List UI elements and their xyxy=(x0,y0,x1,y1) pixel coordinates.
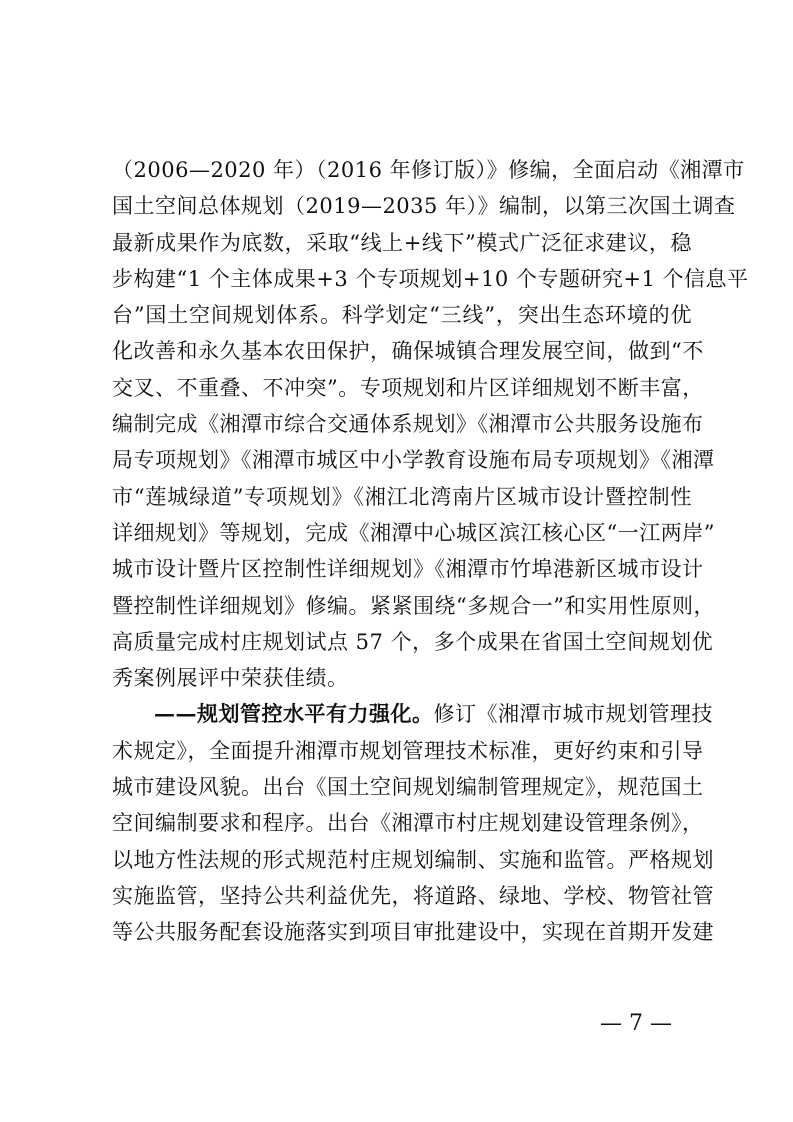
paragraph-planning-system xyxy=(112,152,749,696)
text-line: 暨控制性详细规划》修编。紧紧围绕“多规合一”和实用性原则， xyxy=(112,593,715,618)
text-line: 详细规划》等规划，完成《湘潭中心城区滨江核心区“一江两岸” xyxy=(112,520,715,545)
text-line: 局专项规划》《湘潭市城区中小学教育设施布局专项规划》《湘潭 xyxy=(112,448,715,473)
body-text xyxy=(112,152,749,951)
page-number: — 7 — xyxy=(600,1011,672,1036)
text-line: 台”国土空间规划体系。科学划定“三线”，突出生态环境的优 xyxy=(112,303,692,328)
text-line: 城市建设风貌。出台《国土空间规划编制管理规定》，规范国土 xyxy=(112,775,704,800)
text-line: 高质量完成村庄规划试点 57 个，多个成果在省国土空间规划优 xyxy=(112,629,714,654)
text-line: 最新成果作为底数，采取“线上+线下”模式广泛征求建议，稳 xyxy=(112,230,692,255)
text-line: 国土空间总体规划（2019—2035 年）》编制，以第三次国土调查 xyxy=(112,194,736,219)
text-line: 实施监管，坚持公共利益优先，将道路、绿地、学校、物管社管 xyxy=(112,883,714,908)
text-line xyxy=(112,696,713,732)
text-line: 步构建“1 个主体成果+3 个专项规划+10 个专题研究+1 个信息平 xyxy=(112,266,749,291)
text-line: 秀案例展评中荣获佳绩。 xyxy=(112,666,349,691)
text-line: 空间编制要求和程序。出台《湘潭市村庄规划建设管理条例》， xyxy=(112,811,704,836)
text-line: 以地方性法规的形式规范村庄规划编制、实施和监管。严格规划 xyxy=(112,847,714,872)
paragraph-planning-control xyxy=(112,696,714,950)
section-heading: ——规划管控水平有力强化。 xyxy=(154,701,434,727)
text-line: 化改善和永久基本农田保护，确保城镇合理发展空间，做到“不 xyxy=(112,339,704,364)
text-line: 城市设计暨片区控制性详细规划》《湘潭市竹埠港新区城市设计 xyxy=(112,557,704,582)
text-segment: 修订《湘潭市城市规划管理技 xyxy=(433,702,713,727)
text-line: 等公共服务配套设施落实到项目审批建设中，实现在首期开发建 xyxy=(112,920,714,945)
text-line: 编制完成《湘潭市综合交通体系规划》《湘潭市公共服务设施布 xyxy=(112,412,704,437)
text-line: 术规定》，全面提升湘潭市规划管理技术标准，更好约束和引导 xyxy=(112,738,704,763)
text-line: （2006—2020 年）（2016 年修订版）》修编，全面启动《湘潭市 xyxy=(112,158,745,182)
text-line: 市“莲城绿道”专项规划》《湘江北湾南片区城市设计暨控制性 xyxy=(112,484,692,509)
text-line: 交叉、不重叠、不冲突”。专项规划和片区详细规划不断丰富， xyxy=(112,375,704,400)
